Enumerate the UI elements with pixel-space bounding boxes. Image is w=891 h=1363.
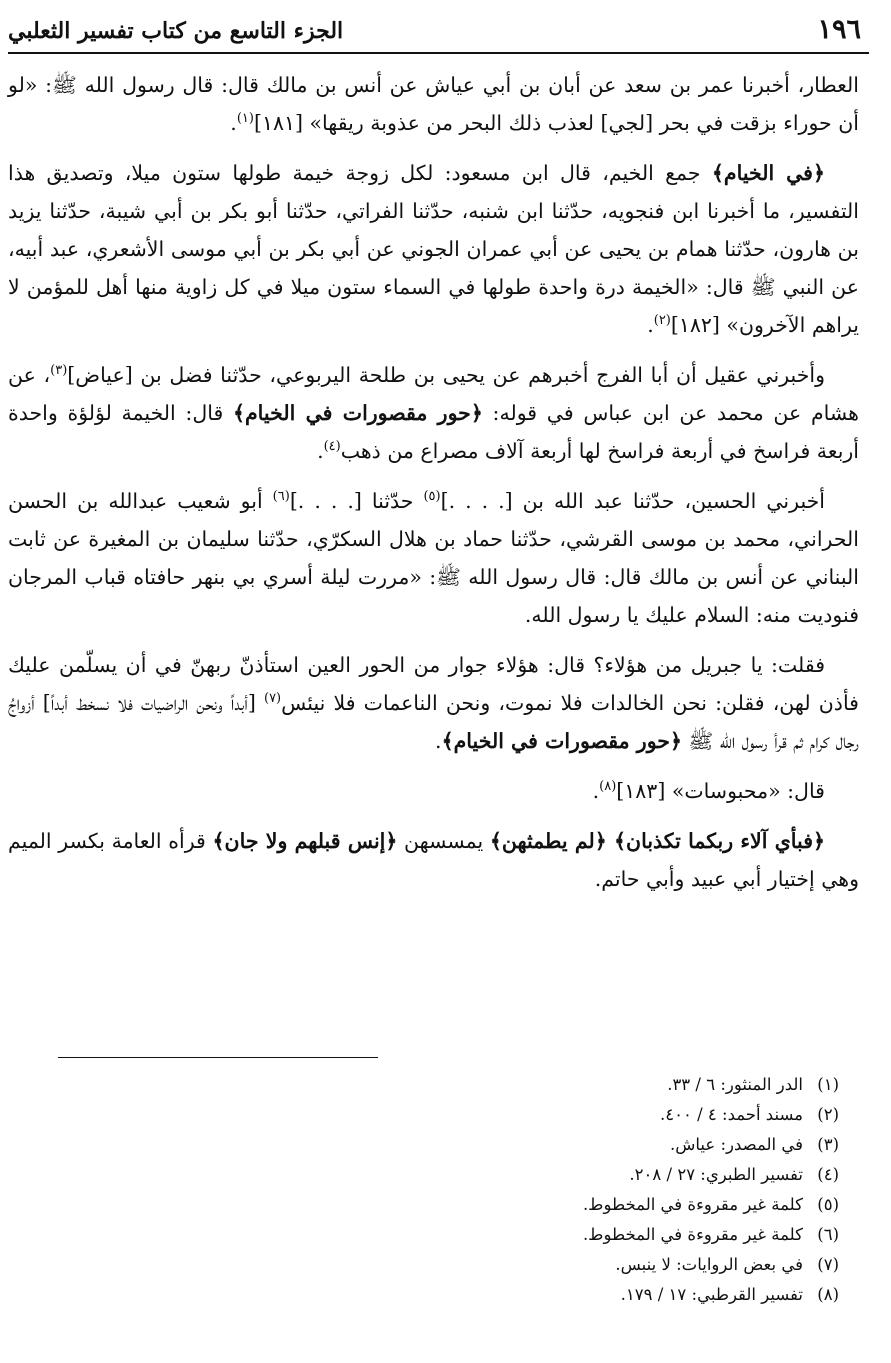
- footnotes: [60, 1070, 839, 1310]
- footnote-number: (٥): [817, 1195, 839, 1214]
- text-run: .: [647, 313, 654, 337]
- text-run: .: [230, 111, 237, 135]
- footnote: [60, 1160, 839, 1190]
- footnote: [60, 1280, 839, 1310]
- footnote: [60, 1130, 839, 1160]
- footnote: [60, 1250, 839, 1280]
- footnote-text: تفسير القرطبي: ١٧ / ١٧٩.: [620, 1285, 803, 1304]
- footnote-separator: [58, 1057, 378, 1058]
- main-text: [8, 66, 859, 910]
- footnote: [60, 1100, 839, 1130]
- footnote-marker: (٧): [263, 691, 282, 707]
- paragraph: [8, 356, 859, 470]
- footnote-number: (٧): [817, 1255, 839, 1274]
- footnote-number: (١): [817, 1075, 839, 1094]
- footnote-marker: (٤): [323, 439, 341, 455]
- text-run: .: [592, 779, 600, 803]
- text-run: قال: الخيمة لؤلؤة واحدة أربعة فراسخ في أربعة فراسخ لها أربعة آلاف مصراع من ذهب: [8, 401, 859, 463]
- paragraph: [8, 646, 859, 760]
- text-run: ، عن هشام عن محمد عن ابن عباس في قوله:: [8, 363, 859, 425]
- footnote-marker: (٨): [599, 779, 617, 795]
- footnote: [60, 1220, 839, 1250]
- footnote-marker: (٥): [423, 489, 441, 505]
- text-run: قال: «محبوسات» [١٨٣]: [616, 779, 825, 803]
- quran-quote: ﴿إنس قبلهم ولا جان﴾: [212, 829, 398, 853]
- text-run: قرأه العامة بكسر الميم وهي إختيار أبي عبيد وأبي حاتم.: [8, 829, 859, 891]
- footnote-text: كلمة غير مقروءة في المخطوط.: [582, 1225, 803, 1244]
- footnote-number: (٢): [817, 1105, 839, 1124]
- quran-quote: ﴿حور مقصورات في الخيام﴾: [441, 729, 682, 753]
- footnote-marker: (٦): [272, 489, 290, 505]
- footnote-number: (٦): [817, 1225, 839, 1244]
- text-run: يمسسهن: [397, 829, 490, 853]
- footnote: [60, 1070, 839, 1100]
- quran-quote: ﴿فبأي آلاء ربكما تكذبان﴾ ﴿لم يطمثهن﴾: [489, 829, 826, 853]
- text-run: [أبداً ونحن الراضيات فلا نسخط أبداً] أزواجُ رجال كرام ثم قرأ رسول الله ﷺ: [8, 691, 859, 753]
- page-header: [8, 14, 861, 48]
- footnote-marker: (٣): [50, 363, 68, 379]
- text-run: أبو شعيب عبدالله بن الحسن الحراني، محمد بن موسى القرشي، حدّثنا حماد بن هلال السكرّي، حدّثنا سليمان بن المغيرة عن ثابت البناني عن أنس بن مالك قال: قال رسول الله ﷺ: «مررت ليلة أسري بي بنهر حافتاه قباب المرجان فنوديت منه: السلام عليك يا رسول الله.: [8, 489, 859, 627]
- paragraph: [8, 772, 859, 810]
- text-run: جمع الخيم، قال ابن مسعود: لكل زوجة خيمة طولها ستون ميلا، وتصديق هذا التفسير، ما أخبرنا ابن فنجويه، حدّثنا ابن شنبه، حدّثنا الفراتي، حدّثنا أبو بكر بن أبي شيبة، حدّثنا يزيد بن هارون، حدّثنا همام بن يحيى عن أبي عمران الجوني عن أبي بكر بن أبي موسى الأشعري، عبد أبيه، عن النبي ﷺ قال: «الخيمة درة واحدة طولها في السماء ستون ميلا في كل زاوية منها أهل للمؤمن لا يراهم الآخرون» [١٨٢]: [8, 161, 859, 337]
- text-run: .: [317, 439, 324, 463]
- text-run: .: [435, 729, 442, 753]
- footnote-text: الدر المنثور: ٦ / ٣٣.: [667, 1075, 803, 1094]
- footnote-text: كلمة غير مقروءة في المخطوط.: [582, 1195, 803, 1214]
- paragraph: [8, 154, 859, 344]
- footnote-marker: (١): [236, 111, 254, 127]
- footnote-marker: (٢): [653, 313, 671, 329]
- paragraph: [8, 482, 859, 634]
- footnote: [60, 1190, 839, 1220]
- footnote-number: (٤): [817, 1165, 839, 1184]
- quran-quote: ﴿حور مقصورات في الخيام﴾: [232, 401, 483, 425]
- paragraph: [8, 66, 859, 142]
- header-rule: [8, 52, 869, 54]
- footnote-text: تفسير الطبري: ٢٧ / ٢٠٨.: [629, 1165, 803, 1184]
- text-run: وأخبرني عقيل أن أبا الفرج أخبرهم عن يحيى بن طلحة اليربوعي، حدّثنا فضل بن [عياض]: [67, 363, 825, 387]
- footnote-text: في بعض الروايات: لا ينبس.: [615, 1255, 803, 1274]
- text-run: فقلت: يا جبريل من هؤلاء؟ قال: هؤلاء جوار من الحور العين استأذنّ ربهنّ في أن يسلّمن عليك فأذن لهن، فقلن: نحن الخالدات فلا نموت، ونحن الناعمات فلا نيئس: [8, 653, 859, 715]
- footnote-number: (٣): [817, 1135, 839, 1154]
- running-title: الجزء التاسع من كتاب تفسير الثعلبي: [8, 18, 344, 44]
- footnote-text: مسند أحمد: ٤ / ٤٠٠.: [659, 1105, 803, 1124]
- footnote-text: في المصدر: عياش.: [669, 1135, 803, 1154]
- quran-quote: ﴿في الخيام﴾: [711, 161, 825, 185]
- text-run: حدّثنا [. . . .]: [289, 489, 424, 513]
- text-run: العطار، أخبرنا عمر بن سعد عن أبان بن أبي عياش عن أنس بن مالك قال: قال رسول الله ﷺ: «لو أن حوراء بزقت في بحر [لجي] لعذب ذلك البحر من عذوبة ريقها» [١٨١]: [8, 73, 859, 135]
- footnote-number: (٨): [817, 1285, 839, 1304]
- text-run: أخبرني الحسين، حدّثنا عبد الله بن [. . . .]: [440, 489, 826, 513]
- paragraph: [8, 822, 859, 898]
- page-number: ١٩٦: [817, 14, 861, 45]
